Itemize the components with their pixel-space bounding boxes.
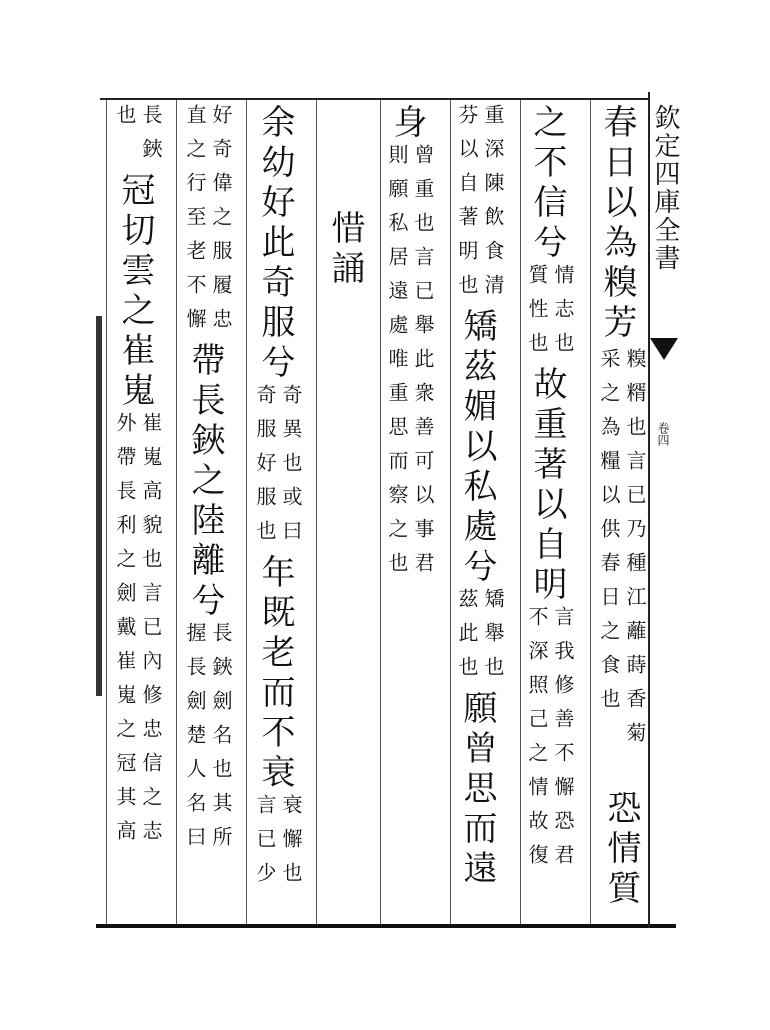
column-rule — [106, 100, 107, 924]
main-text: 春日以為糗芳 — [597, 104, 637, 344]
note-text: 衰懈也 — [279, 794, 303, 896]
note-text: 握長劍楚人名曰 — [183, 622, 207, 860]
main-text: 冠切雲之崔嵬 — [115, 172, 155, 412]
column-rule — [590, 100, 591, 924]
bottom-border — [96, 924, 676, 928]
column-rule — [450, 100, 451, 924]
main-text: 帶長鋏之陸離兮 — [185, 342, 225, 622]
note-text: 好奇偉之服履忠 — [209, 104, 233, 342]
chapter-title: 惜誦 — [325, 210, 365, 290]
text-column-2 — [524, 104, 574, 924]
chapter-title-column — [322, 210, 372, 1030]
main-text: 願曾思而遠 — [457, 690, 497, 890]
text-column-4 — [384, 104, 434, 924]
main-text: 恐情質 — [601, 790, 641, 910]
top-border — [100, 98, 648, 100]
note-text: 情志也 — [551, 264, 575, 366]
main-text: 年既老而不衰 — [255, 554, 295, 794]
main-text: 余幼好此奇服兮 — [255, 104, 295, 384]
main-text: 矯茲媚以私處兮 — [457, 308, 497, 588]
column-rule — [520, 100, 521, 924]
note-text: 長鋏 — [139, 104, 163, 172]
main-text: 之不信兮 — [527, 104, 567, 264]
note-text: 直之行至老不懈 — [183, 104, 207, 342]
column-rule — [246, 100, 247, 924]
text-column-3 — [454, 104, 504, 924]
note-text: 長鋏劍名也其所 — [209, 622, 233, 860]
note-text: 質性也 — [525, 264, 549, 366]
spine-volume: 卷四 — [656, 422, 670, 446]
main-text: 故重著以自明 — [527, 366, 567, 606]
text-column-6 — [252, 104, 302, 924]
note-text: 也 — [113, 104, 137, 138]
text-column-1-tail — [598, 790, 644, 924]
note-text: 茲此也 — [455, 588, 479, 690]
note-text: 外帶長利之劍戴崔嵬之冠其高 — [113, 412, 137, 854]
note-text: 言我修善不懈恐君 — [551, 606, 575, 878]
note-text: 奇異也或曰 — [279, 384, 303, 554]
note-text: 崔嵬高貌也言已內修忠信之志 — [139, 412, 163, 854]
column-rule — [316, 100, 317, 924]
note-text: 糗糈也言已乃種江蘺蒔香菊 — [623, 348, 647, 756]
fish-tail-mark-icon — [650, 338, 678, 360]
text-column-7 — [182, 104, 232, 924]
note-text: 奇服好服也 — [253, 384, 277, 554]
note-text: 芬以自著明也 — [455, 104, 479, 308]
note-text: 曾重也言已舉此衆善可以事君 — [411, 144, 435, 586]
left-border — [96, 316, 102, 696]
note-text: 重深陳飲食清 — [481, 104, 505, 308]
note-text: 言已少 — [253, 794, 277, 896]
column-rule — [380, 100, 381, 924]
column-rule — [176, 100, 177, 924]
note-text: 采之為糧以供春日之食也 — [597, 348, 621, 722]
spine-title: 欽定四庫全書 — [650, 104, 680, 272]
note-text: 不深照己之情故復 — [525, 606, 549, 878]
text-column-8 — [112, 104, 162, 924]
note-text: 則願私居遠處唯重思而察之也 — [385, 144, 409, 586]
note-text: 矯舉也 — [481, 588, 505, 690]
main-text: 身 — [387, 104, 427, 144]
